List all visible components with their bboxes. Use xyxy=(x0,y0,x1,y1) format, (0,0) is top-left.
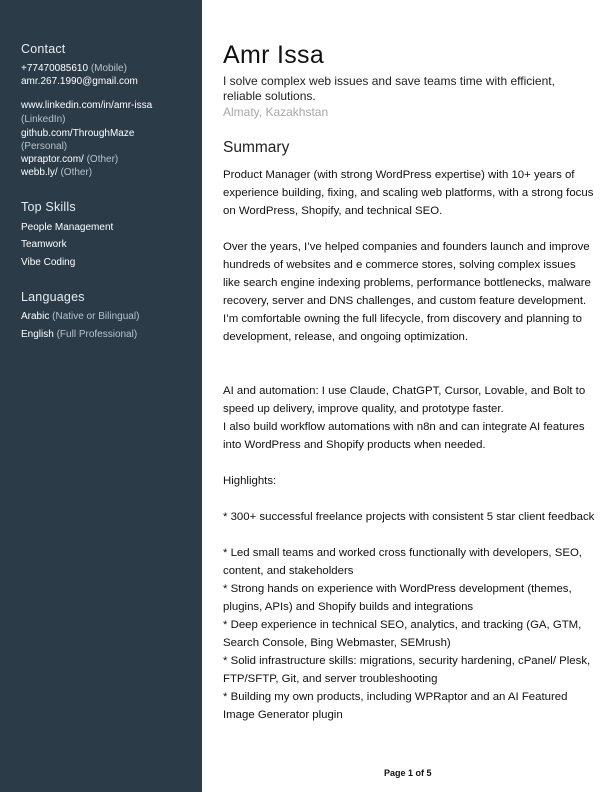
site2-link[interactable]: webb.ly/ xyxy=(21,167,58,178)
site1-line xyxy=(21,154,118,166)
site1-note: (Other) xyxy=(86,154,119,165)
highlight-item: * Led small teams and worked cross functionally with developers, SEO, content, and stakeholders xyxy=(223,547,582,577)
summary-paragraph-3b: I also build workflow automations with n8n and can integrate AI features into WordPress and Shopify products when needed. xyxy=(223,421,585,451)
sidebar xyxy=(0,0,202,792)
site2-line xyxy=(21,167,92,179)
skill-item: Vibe Coding xyxy=(21,257,76,268)
highlight-item: * Solid infrastructure skills: migrations, security hardening, cPanel/ Plesk, FTP/SFTP, Git, and server troubleshooting xyxy=(223,655,591,685)
skills-heading: Top Skills xyxy=(21,200,76,214)
site1-link[interactable]: wpraptor.com/ xyxy=(21,154,84,165)
headline: I solve complex web issues and save teams time with efficient, reliable solutions. xyxy=(223,74,555,103)
summary-paragraph-1: Product Manager (with strong WordPress expertise) with 10+ years of experience building, fixing, and scaling web platforms, with a strong focus on WordPress, Shopify, and technical SEO. xyxy=(223,169,594,217)
language-level: (Full Professional) xyxy=(56,329,138,340)
contact-heading: Contact xyxy=(21,42,66,56)
location: Almaty, Kazakhstan xyxy=(223,105,329,119)
phone-line xyxy=(21,63,127,75)
page-number: Page 1 of 5 xyxy=(384,768,432,778)
person-name: Amr Issa xyxy=(223,41,325,69)
highlight-item: * Deep experience in technical SEO, analytics, and tracking (GA, GTM, Search Console, Bing Webmaster, SEMrush) xyxy=(223,619,582,649)
skill-item: People Management xyxy=(21,222,114,233)
summary-paragraph-2: Over the years, I’ve helped companies and founders launch and improve hundreds of websites and e commerce stores, solving complex issues like search engine indexing problems, performance bottlenecks, malware recovery, server and DNS challenges, and custom feature development. I’m comfortable owning the full lifecycle, from discovery and planning to development, release, and ongoing optimization. xyxy=(223,241,591,343)
email-link[interactable]: amr.267.1990@gmail.com xyxy=(21,76,138,87)
language-level: (Native or Bilingual) xyxy=(52,311,140,322)
skill-item: Teamwork xyxy=(21,239,67,250)
highlight-item: * 300+ successful freelance projects with consistent 5 star client feedback xyxy=(223,511,595,523)
languages-heading: Languages xyxy=(21,290,85,304)
highlights-label: Highlights: xyxy=(223,475,277,487)
highlight-item: * Strong hands on experience with WordPress development (themes, plugins, APIs) and Shopify builds and integrations xyxy=(223,583,572,613)
linkedin-note: (LinkedIn) xyxy=(21,114,66,125)
language-item xyxy=(21,311,139,323)
phone-note: (Mobile) xyxy=(90,63,127,74)
summary-paragraph-3a: AI and automation: I use Claude, ChatGPT, Cursor, Lovable, and Bolt to speed up delivery, improve quality, and prototype faster. xyxy=(223,385,586,415)
github-note: (Personal) xyxy=(21,141,68,152)
summary-heading: Summary xyxy=(223,139,290,156)
phone-number[interactable]: +77470085610 xyxy=(21,63,89,74)
site2-note: (Other) xyxy=(60,167,93,178)
github-link[interactable]: github.com/ThroughMaze xyxy=(21,128,135,139)
linkedin-link[interactable]: www.linkedin.com/in/amr-issa xyxy=(21,100,153,111)
language-item xyxy=(21,329,137,341)
language-name: English xyxy=(21,329,54,340)
language-name: Arabic xyxy=(21,311,50,322)
highlight-item: * Building my own products, including WPRaptor and an AI Featured Image Generator plugin xyxy=(223,691,568,721)
